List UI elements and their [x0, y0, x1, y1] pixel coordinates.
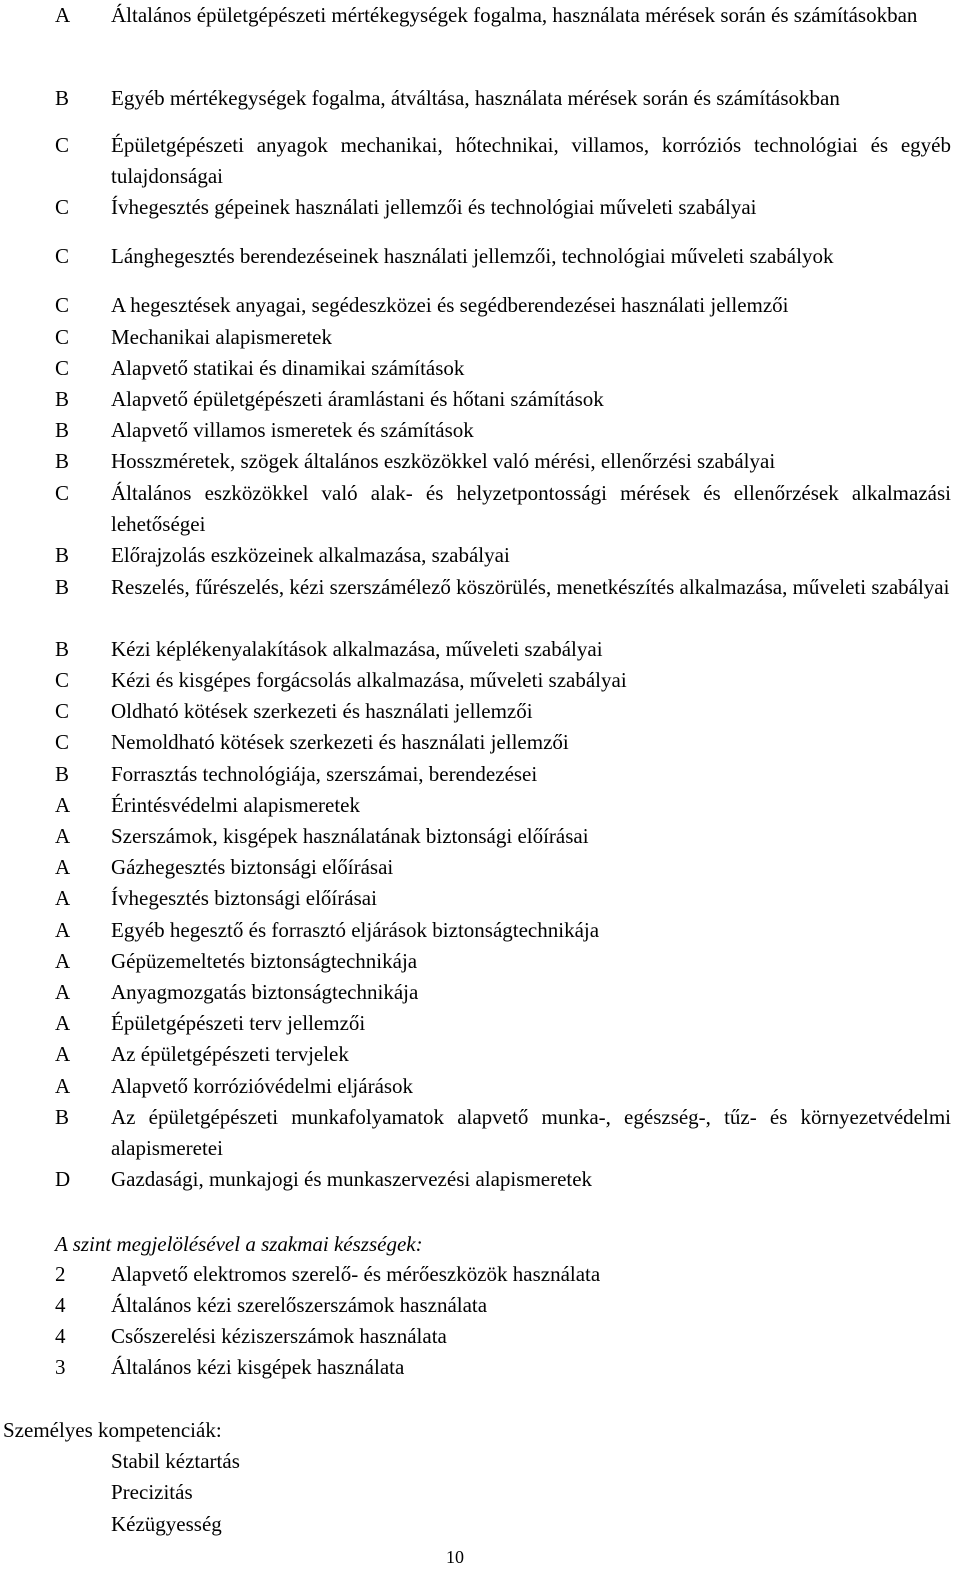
level-letter: B	[55, 1105, 70, 1129]
personal-competency-item: Precizitás	[111, 1480, 193, 1504]
skill-text: Alapvető elektromos szerelő- és mérőeszközök használata	[111, 1262, 601, 1286]
skill-text: Csőszerelési kéziszerszámok használata	[111, 1324, 447, 1348]
level-letter: A	[55, 1011, 71, 1035]
level-letter: C	[55, 481, 70, 505]
level-letter: B	[55, 387, 70, 411]
level-letter: A	[55, 918, 71, 942]
level-letter: B	[55, 449, 70, 473]
level-letter: C	[55, 730, 70, 754]
item-text: Lánghegesztés berendezéseinek használati jellemzői, technológiai műveleti szabályok	[111, 244, 834, 268]
item-text: Előrajzolás eszközeinek alkalmazása, szabályai	[111, 543, 510, 567]
item-text: Oldható kötések szerkezeti és használati jellemzői	[111, 699, 533, 723]
level-letter: C	[55, 293, 70, 317]
personal-competency-item: Kézügyesség	[111, 1512, 222, 1536]
level-letter: A	[55, 949, 71, 973]
level-letter: C	[55, 244, 70, 268]
level-letter: B	[55, 543, 70, 567]
personal-competency-item: Stabil kéztartás	[111, 1449, 240, 1473]
item-text: Ívhegesztés biztonsági előírásai	[111, 886, 377, 910]
level-letter: A	[55, 1074, 71, 1098]
item-text: Alapvető korrózióvédelmi eljárások	[111, 1074, 414, 1098]
item-text: Szerszámok, kisgépek használatának biztonsági előírásai	[111, 824, 589, 848]
item-text: Épületgépészeti anyagok mechanikai, hőtechnikai, villamos, korróziós technológiai és egyéb tulajdonságai	[111, 133, 951, 188]
skill-level: 3	[55, 1355, 66, 1379]
item-text: Alapvető statikai és dinamikai számítások	[111, 356, 465, 380]
level-letter: A	[55, 793, 71, 817]
item-text: Hosszméretek, szögek általános eszközökkel való mérési, ellenőrzési szabályai	[111, 449, 776, 473]
item-text: Nemoldható kötések szerkezeti és használati jellemzői	[111, 730, 569, 754]
level-letter: C	[55, 356, 70, 380]
skill-text: Általános kézi szerelőszerszámok használata	[111, 1293, 488, 1317]
item-text: Érintésvédelmi alapismeretek	[111, 793, 360, 817]
level-letter: B	[55, 418, 70, 442]
item-text: Általános eszközökkel való alak- és helyzetpontossági mérések és ellenőrzések alkalmazási lehetőségei	[111, 481, 951, 536]
skill-level: 4	[55, 1324, 66, 1348]
item-text: Épületgépészeti terv jellemzői	[111, 1011, 366, 1035]
item-text: Egyéb mértékegységek fogalma, átváltása, használata mérések során és számításokban	[111, 86, 840, 110]
item-text: Az épületgépészeti munkafolyamatok alapvető munka-, egészség-, tűz- és környezetvédelmi alapismeretei	[111, 1105, 951, 1160]
level-letter: A	[55, 855, 71, 879]
level-letter: A	[55, 1042, 71, 1066]
item-text: Mechanikai alapismeretek	[111, 325, 332, 349]
item-text: Általános épületgépészeti mértékegységek fogalma, használata mérések során és számításokban	[111, 3, 918, 27]
personal-competencies-heading: Személyes kompetenciák:	[3, 1418, 222, 1442]
item-text: Reszelés, fűrészelés, kézi szerszámélező köszörülés, menetkészítés alkalmazása, műveleti szabályai	[111, 575, 950, 599]
page-number: 10	[446, 1547, 464, 1567]
level-letter: A	[55, 824, 71, 848]
level-letter: B	[55, 762, 70, 786]
item-text: Ívhegesztés gépeinek használati jellemzői és technológiai műveleti szabályai	[111, 195, 757, 219]
level-letter: C	[55, 133, 70, 157]
item-text: Alapvető épületgépészeti áramlástani és hőtani számítások	[111, 387, 604, 411]
item-text: Anyagmozgatás biztonságtechnikája	[111, 980, 419, 1004]
item-text: Az épületgépészeti tervjelek	[111, 1042, 349, 1066]
skill-text: Általános kézi kisgépek használata	[111, 1355, 405, 1379]
level-letter: C	[55, 699, 70, 723]
skill-level: 4	[55, 1293, 66, 1317]
level-letter: B	[55, 575, 70, 599]
item-text: Gépüzemeltetés biztonságtechnikája	[111, 949, 418, 973]
item-text: Kézi képlékenyalakítások alkalmazása, műveleti szabályai	[111, 637, 603, 661]
item-text: A hegesztések anyagai, segédeszközei és segédberendezései használati jellemzői	[111, 293, 789, 317]
level-letter: C	[55, 195, 70, 219]
level-letter: B	[55, 86, 70, 110]
item-text: Gázhegesztés biztonsági előírásai	[111, 855, 394, 879]
level-letter: A	[55, 980, 71, 1004]
level-letter: D	[55, 1167, 71, 1191]
level-letter: A	[55, 886, 71, 910]
item-text: Alapvető villamos ismeretek és számítások	[111, 418, 474, 442]
item-text: Egyéb hegesztő és forrasztó eljárások biztonságtechnikája	[111, 918, 600, 942]
item-text: Gazdasági, munkajogi és munkaszervezési alapismeretek	[111, 1167, 593, 1191]
item-text: Forrasztás technológiája, szerszámai, berendezései	[111, 762, 538, 786]
level-letter: C	[55, 325, 70, 349]
level-letter: A	[55, 3, 71, 27]
skills-heading: A szint megjelölésével a szakmai készségek:	[55, 1232, 423, 1256]
level-letter: B	[55, 637, 70, 661]
item-text: Kézi és kisgépes forgácsolás alkalmazása, műveleti szabályai	[111, 668, 627, 692]
level-letter: C	[55, 668, 70, 692]
skill-level: 2	[55, 1262, 66, 1286]
